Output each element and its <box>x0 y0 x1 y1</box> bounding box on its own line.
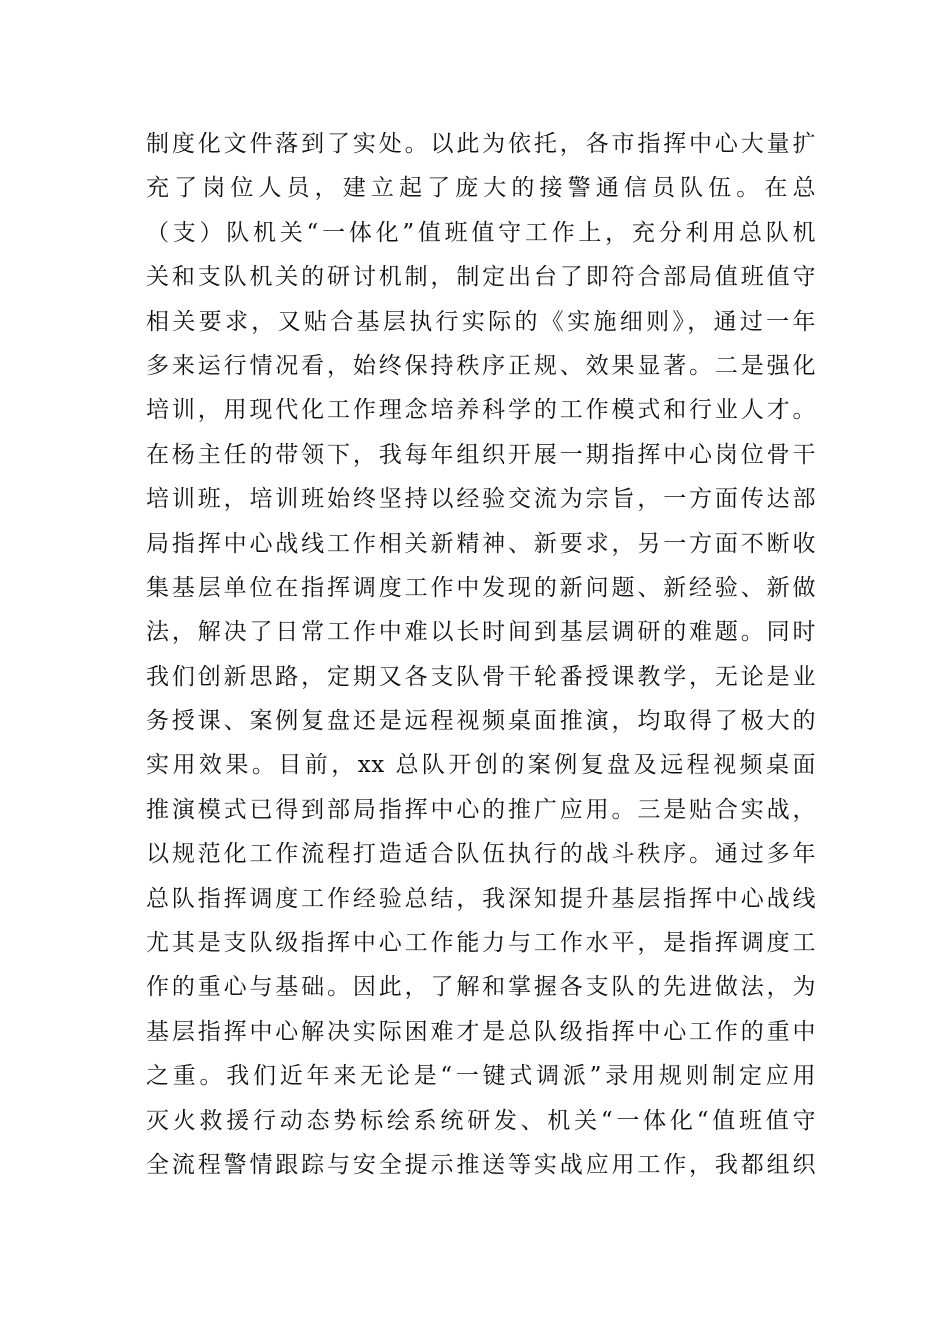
text-line: 关和支队机关的研讨机制，制定出台了即符合部局值班值守 <box>146 264 816 291</box>
text-line: 培训，用现代化工作理念培养科学的工作模式和行业人才。 <box>146 397 816 424</box>
text-line: 总队指挥调度工作经验总结，我深知提升基层指挥中心战线 <box>146 885 816 912</box>
text-line: 灭火救援行动态势标绘系统研发、机关“一体化“值班值守 <box>146 1107 816 1134</box>
text-line: 全流程警情跟踪与安全提示推送等实战应用工作，我都组织 <box>146 1151 816 1178</box>
text-line: 实用效果。目前，xx 总队开创的案例复盘及远程视频桌面 <box>146 752 816 779</box>
text-line: 局指挥中心战线工作相关新精神、新要求，另一方面不断收 <box>146 530 816 557</box>
text-line: 相关要求，又贴合基层执行实际的《实施细则》，通过一年 <box>146 308 816 335</box>
text-line: 推演模式已得到部局指挥中心的推广应用。三是贴合实战， <box>146 796 816 823</box>
text-line: 尤其是支队级指挥中心工作能力与工作水平，是指挥调度工 <box>146 930 816 957</box>
text-line: 务授课、案例复盘还是远程视频桌面推演，均取得了极大的 <box>146 708 816 735</box>
text-line: 作的重心与基础。因此，了解和掌握各支队的先进做法，为 <box>146 974 816 1001</box>
text-line: 我们创新思路，定期又各支队骨干轮番授课教学，无论是业 <box>146 663 816 690</box>
text-line: 之重。我们近年来无论是“一键式调派”录用规则制定应用 <box>146 1063 816 1090</box>
text-line: 制度化文件落到了实处。以此为依托，各市指挥中心大量扩 <box>146 131 816 157</box>
text-line: 法，解决了日常工作中难以长时间到基层调研的难题。同时 <box>146 619 816 646</box>
text-line: 充了岗位人员，建立起了庞大的接警通信员队伍。在总 <box>146 175 816 202</box>
text-line: 多来运行情况看，始终保持秩序正规、效果显著。二是强化 <box>146 352 816 379</box>
text-line: 集基层单位在指挥调度工作中发现的新问题、新经验、新做 <box>146 574 816 601</box>
text-line: 培训班，培训班始终坚持以经验交流为宗旨，一方面传达部 <box>146 486 816 513</box>
text-line: 以规范化工作流程打造适合队伍执行的战斗秩序。通过多年 <box>146 841 816 868</box>
text-line: 在杨主任的带领下，我每年组织开展一期指挥中心岗位骨干 <box>146 441 816 468</box>
text-line: （支）队机关“一体化”值班值守工作上，充分利用总队机 <box>146 219 816 246</box>
body-text <box>146 122 816 1187</box>
text-line: 基层指挥中心解决实际困难才是总队级指挥中心工作的重中 <box>146 1018 816 1045</box>
